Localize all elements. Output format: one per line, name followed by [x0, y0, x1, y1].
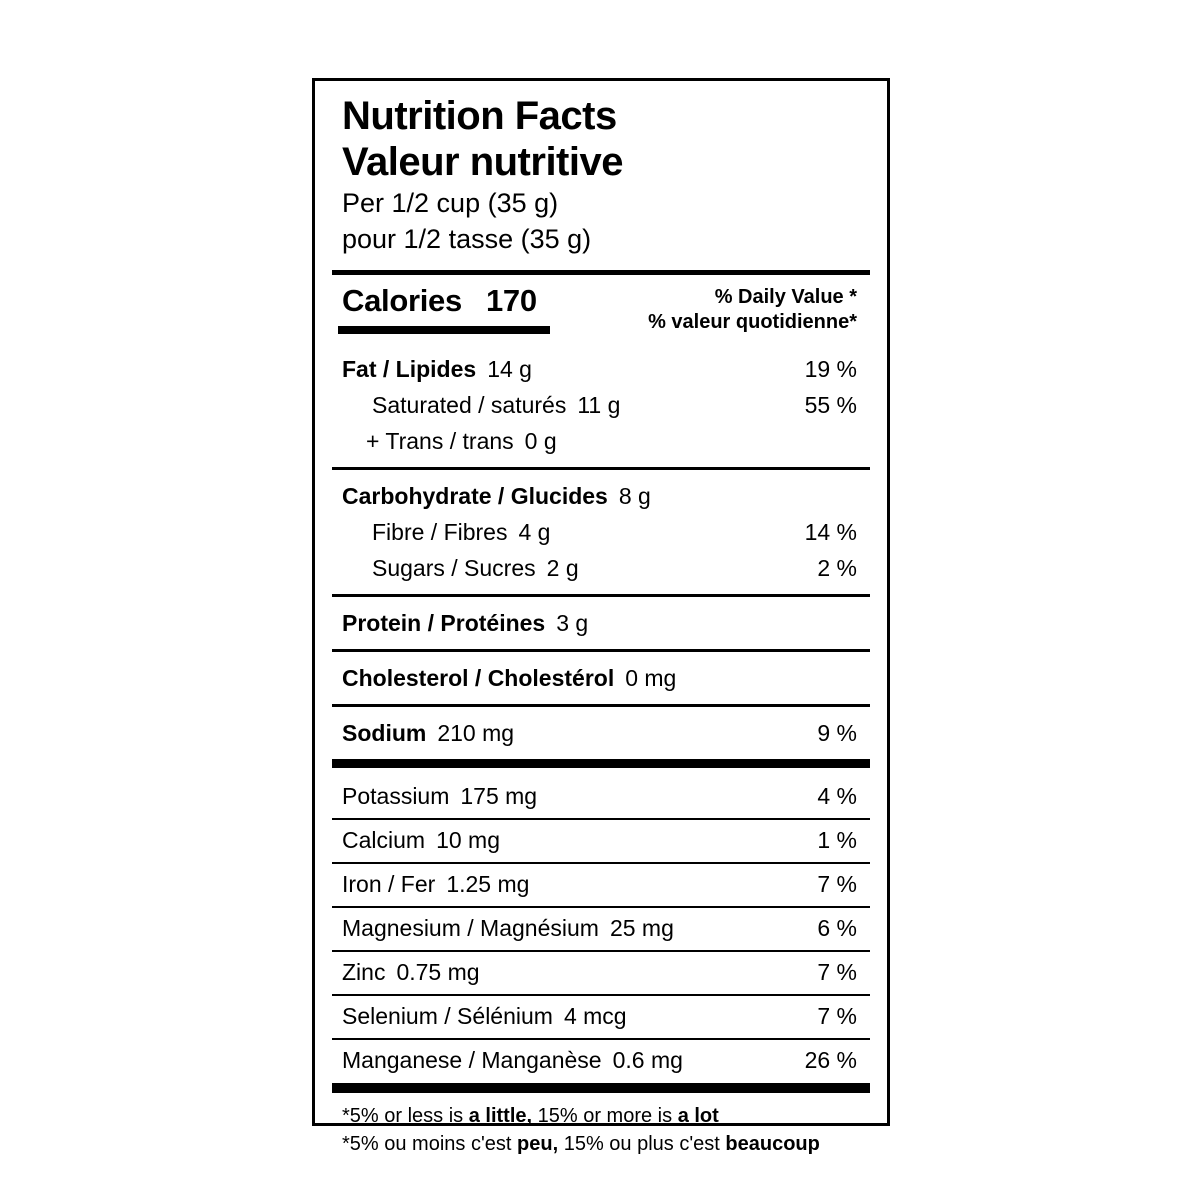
nutrient-dv: 2 % [817, 555, 857, 581]
nutrient-row-cholesterol [332, 660, 870, 696]
nutrient-amount: 175 mg [460, 783, 538, 809]
sodium-thick-divider [332, 759, 870, 768]
nutrient-label: Saturated / saturés [372, 392, 567, 418]
nutrient-row-sugars [332, 550, 870, 586]
nutrient-amount: 3 g [556, 610, 589, 636]
nutrient-row-fat [332, 351, 870, 387]
label-header [332, 93, 870, 257]
nutrient-dv: 26 % [804, 1047, 857, 1073]
nutrient-amount: 210 mg [437, 720, 515, 746]
nutrient-amount: 2 g [546, 555, 579, 581]
nutrient-label: Selenium / Sélénium [342, 1003, 553, 1029]
nutrient-row-iron [332, 864, 870, 906]
footnote-french: *5% ou moins c'est peu, 15% ou plus c'est beaucoup [342, 1133, 820, 1155]
nutrition-facts-label [312, 78, 890, 1155]
nutrient-row-protein [332, 605, 870, 641]
footer-thick-divider [332, 1083, 870, 1093]
nutrient-dv: 19 % [804, 356, 857, 382]
nutrient-dv: 4 % [817, 783, 857, 809]
title-english: Nutrition Facts [342, 94, 617, 138]
calories-line [342, 283, 550, 319]
nutrient-label: Cholesterol / Cholestérol [342, 665, 615, 691]
nutrient-row-potassium [332, 776, 870, 818]
title-french: Valeur nutritive [342, 140, 623, 184]
daily-value-header-english: % Daily Value * [714, 286, 857, 308]
daily-value-header-french: % valeur quotidienne* [648, 311, 857, 333]
section-divider [332, 649, 870, 652]
nutrient-label: Sugars / Sucres [372, 555, 536, 581]
nutrient-row-selenium [332, 996, 870, 1038]
nutrient-amount: 0 g [524, 428, 557, 454]
nutrient-label: Calcium [342, 827, 426, 853]
nutrient-row-magnesium [332, 908, 870, 950]
nutrient-label: Protein / Protéines [342, 610, 546, 636]
nutrient-label: Magnesium / Magnésium [342, 915, 599, 941]
nutrient-row-carbohydrate [332, 478, 870, 514]
nutrient-dv: 7 % [817, 871, 857, 897]
nutrient-label: Zinc [342, 959, 386, 985]
nutrient-dv: 14 % [804, 519, 857, 545]
nutrient-row-trans [332, 423, 870, 459]
nutrient-row-manganese [332, 1040, 870, 1082]
nutrient-amount: 14 g [487, 356, 532, 382]
nutrient-row-saturated [332, 387, 870, 423]
serving-size-english: Per 1/2 cup (35 g) [342, 188, 559, 218]
nutrient-label: Manganese / Manganèse [342, 1047, 602, 1073]
nutrient-row-zinc [332, 952, 870, 994]
section-divider [332, 594, 870, 597]
nutrient-label: Fibre / Fibres [372, 519, 508, 545]
nutrient-dv: 7 % [817, 1003, 857, 1029]
calories-underline [338, 326, 550, 334]
nutrient-label: Iron / Fer [342, 871, 436, 897]
nutrient-label: Fat / Lipides [342, 356, 477, 382]
section-divider [332, 467, 870, 470]
nutrient-dv: 6 % [817, 915, 857, 941]
nutrient-dv: 7 % [817, 959, 857, 985]
nutrient-label: Carbohydrate / Glucides [342, 483, 608, 509]
nutrient-row-calcium [332, 820, 870, 862]
nutrient-amount: 0.75 mg [396, 959, 480, 985]
nutrient-dv: 1 % [817, 827, 857, 853]
serving-size-french: pour 1/2 tasse (35 g) [342, 224, 592, 254]
daily-value-header [648, 283, 870, 335]
nutrient-row-sodium [332, 715, 870, 751]
calories-section [332, 275, 870, 335]
nutrient-amount: 4 g [518, 519, 551, 545]
nutrient-amount: 10 mg [436, 827, 501, 853]
calories-label: Calories [342, 283, 462, 318]
nutrient-amount: 11 g [577, 392, 621, 418]
footnote-english: *5% or less is a little, 15% or more is a lot [342, 1105, 719, 1127]
nutrient-amount: 0 mg [625, 665, 677, 691]
nutrient-dv: 9 % [817, 720, 857, 746]
footnotes [332, 1093, 870, 1158]
nutrient-label: + Trans / trans [366, 428, 514, 454]
nutrient-label: Potassium [342, 783, 450, 809]
section-divider [332, 704, 870, 707]
calories-block [332, 283, 550, 334]
nutrient-row-fibre [332, 514, 870, 550]
nutrient-amount: 4 mcg [563, 1003, 627, 1029]
nutrient-amount: 1.25 mg [446, 871, 530, 897]
calories-value: 170 [485, 283, 537, 318]
nutrient-dv: 55 % [804, 392, 857, 418]
nutrient-amount: 0.6 mg [612, 1047, 683, 1073]
nutrient-label: Sodium [342, 720, 427, 746]
nutrient-amount: 25 mg [609, 915, 674, 941]
nutrient-amount: 8 g [618, 483, 651, 509]
